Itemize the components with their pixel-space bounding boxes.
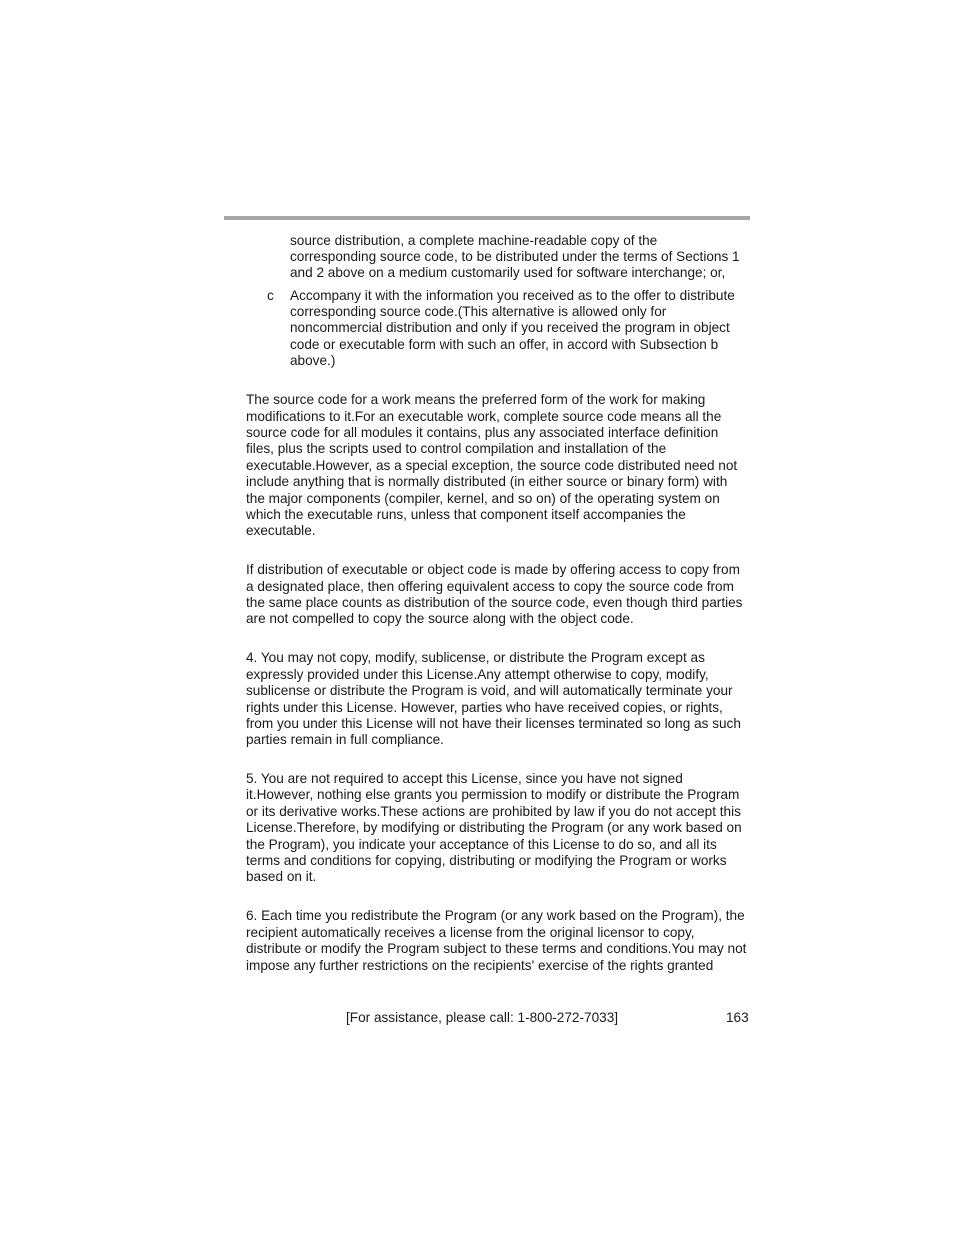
text-line: it.However, nothing else grants you permission to modify or distribute the Program: [246, 787, 740, 802]
text-line: recipient automatically receives a license from the original licensor to copy,: [246, 925, 695, 940]
text-line: noncommercial distribution and only if you received the program in object: [290, 320, 730, 335]
text-line: distribute or modify the Program subject to these terms and conditions.You may not: [246, 941, 747, 956]
list-marker: c: [267, 288, 274, 303]
text-line: If distribution of executable or object code is made by offering access to copy from: [246, 562, 740, 577]
text-line: executable.: [246, 523, 316, 538]
text-line: The source code for a work means the preferred form of the work for making: [246, 392, 706, 407]
text-line: impose any further restrictions on the recipients' exercise of the rights granted: [246, 958, 714, 973]
text-line: rights under this License. However, parties who have received copies, or rights,: [246, 700, 723, 715]
text-line: parties remain in full compliance.: [246, 732, 444, 747]
text-line: terms and conditions for copying, distributing or modifying the Program or works: [246, 853, 727, 868]
header-rule: [224, 216, 750, 220]
text-line: above.): [290, 353, 336, 368]
text-line: source distribution, a complete machine-readable copy of the: [290, 233, 658, 248]
text-line: files, plus the scripts used to control compilation and installation of the: [246, 441, 667, 456]
text-line: expressly provided under this License.Any attempt otherwise to copy, modify,: [246, 667, 709, 682]
text-line: a designated place, then offering equivalent access to copy the source code from: [246, 579, 734, 594]
text-line: include anything that is normally distributed (in either source or binary form) with: [246, 474, 728, 489]
text-line: modifications to it.For an executable work, complete source code means all the: [246, 409, 722, 424]
text-line: License.Therefore, by modifying or distributing the Program (or any work based on: [246, 820, 742, 835]
text-line: 5. You are not required to accept this License, since you have not signed: [246, 771, 683, 786]
text-line: sublicense or distribute the Program is void, and will automatically terminate your: [246, 683, 733, 698]
text-line: code or executable form with such an offer, in accord with Subsection b: [290, 337, 719, 352]
text-line: which the executable runs, unless that component itself accompanies the: [246, 507, 686, 522]
text-line: Accompany it with the information you received as to the offer to distribute: [290, 288, 735, 303]
footer-assistance: [For assistance, please call: 1-800-272-7033]: [346, 1010, 619, 1025]
text-line: 6. Each time you redistribute the Program (or any work based on the Program), the: [246, 908, 745, 923]
text-line: corresponding source code.(This alternative is allowed only for: [290, 304, 667, 319]
text-line: and 2 above on a medium customarily used for software interchange; or,: [290, 265, 726, 280]
text-line: 4. You may not copy, modify, sublicense, or distribute the Program except as: [246, 650, 705, 665]
text-line: from you under this License will not have their licenses terminated so long as such: [246, 716, 741, 731]
text-line: are not compelled to copy the source along with the object code.: [246, 611, 634, 626]
text-line: based on it.: [246, 869, 317, 884]
text-line: corresponding source code, to be distributed under the terms of Sections 1: [290, 249, 740, 264]
text-line: the Program), you indicate your acceptance of this License to do so, and all its: [246, 837, 717, 852]
text-line: the same place counts as distribution of the source code, even though third parties: [246, 595, 743, 610]
text-line: source code for all modules it contains, plus any associated interface definition: [246, 425, 719, 440]
page-number: 163: [726, 1010, 749, 1025]
text-line: executable.However, as a special exception, the source code distributed need not: [246, 458, 738, 473]
text-line: or its derivative works.These actions are prohibited by law if you do not accept this: [246, 804, 741, 819]
text-line: the major components (compiler, kernel, and so on) of the operating system on: [246, 491, 720, 506]
